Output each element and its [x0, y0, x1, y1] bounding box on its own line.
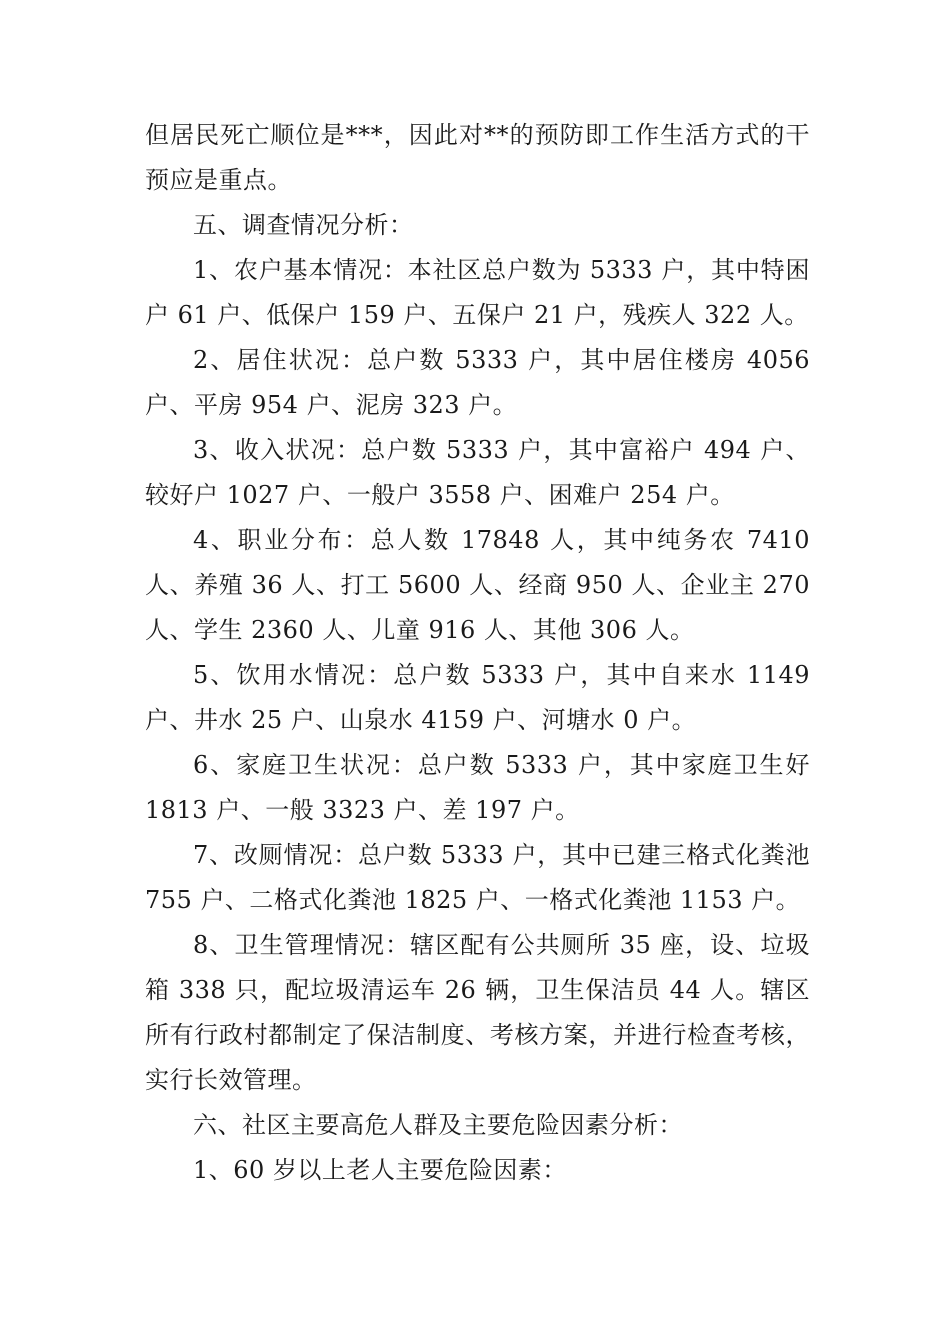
paragraph-housing: 2、居住状况：总户数 5333 户，其中居住楼房 4056 户、平房 954 户、泥房 323 户。 [145, 346, 810, 419]
paragraph-income: 3、收入状况：总户数 5333 户，其中富裕户 494 户、较好户 1027 户、一般户 3558 户、困难户 254 户。 [145, 436, 810, 509]
paragraph-household-basics: 1、农户基本情况：本社区总户数为 5333 户，其中特困户 61 户、低保户 159 户、五保户 21 户，残疾人 322 人。 [145, 256, 810, 329]
paragraph-household-hygiene: 6、家庭卫生状况：总户数 5333 户，其中家庭卫生好 1813 户、一般 3323 户、差 197 户。 [145, 751, 810, 824]
paragraph-elderly-risk-factors: 1、60 岁以上老人主要危险因素： [193, 1156, 567, 1184]
paragraph-sanitation-management: 8、卫生管理情况：辖区配有公共厕所 35 座，设、垃圾箱 338 只，配垃圾清运车 26 辆，卫生保洁员 44 人。辖区所有行政村都制定了保洁制度、考核方案，并进行检查考核，实行长效管理。 [145, 931, 810, 1094]
paragraph-drinking-water: 5、饮用水情况：总户数 5333 户，其中自来水 1149 户、井水 25 户、山泉水 4159 户、河塘水 0 户。 [145, 661, 810, 734]
paragraph-toilet-renovation: 7、改厕情况：总户数 5333 户，其中已建三格式化粪池 755 户、二格式化粪池 1825 户、一格式化粪池 1153 户。 [145, 841, 810, 914]
section-heading-high-risk-groups: 六、社区主要高危人群及主要危险因素分析： [193, 1111, 683, 1139]
section-heading-survey-analysis: 五、调查情况分析： [193, 211, 414, 239]
paragraph-1: 但居民死亡顺位是***，因此对**的预防即工作生活方式的干预应是重点。 [145, 121, 810, 194]
document-body [145, 113, 810, 1193]
paragraph-occupation: 4、职业分布：总人数 17848 人，其中纯务农 7410 人、养殖 36 人、打工 5600 人、经商 950 人、企业主 270 人、学生 2360 人、儿童 916 人、其他 306 人。 [145, 526, 810, 644]
